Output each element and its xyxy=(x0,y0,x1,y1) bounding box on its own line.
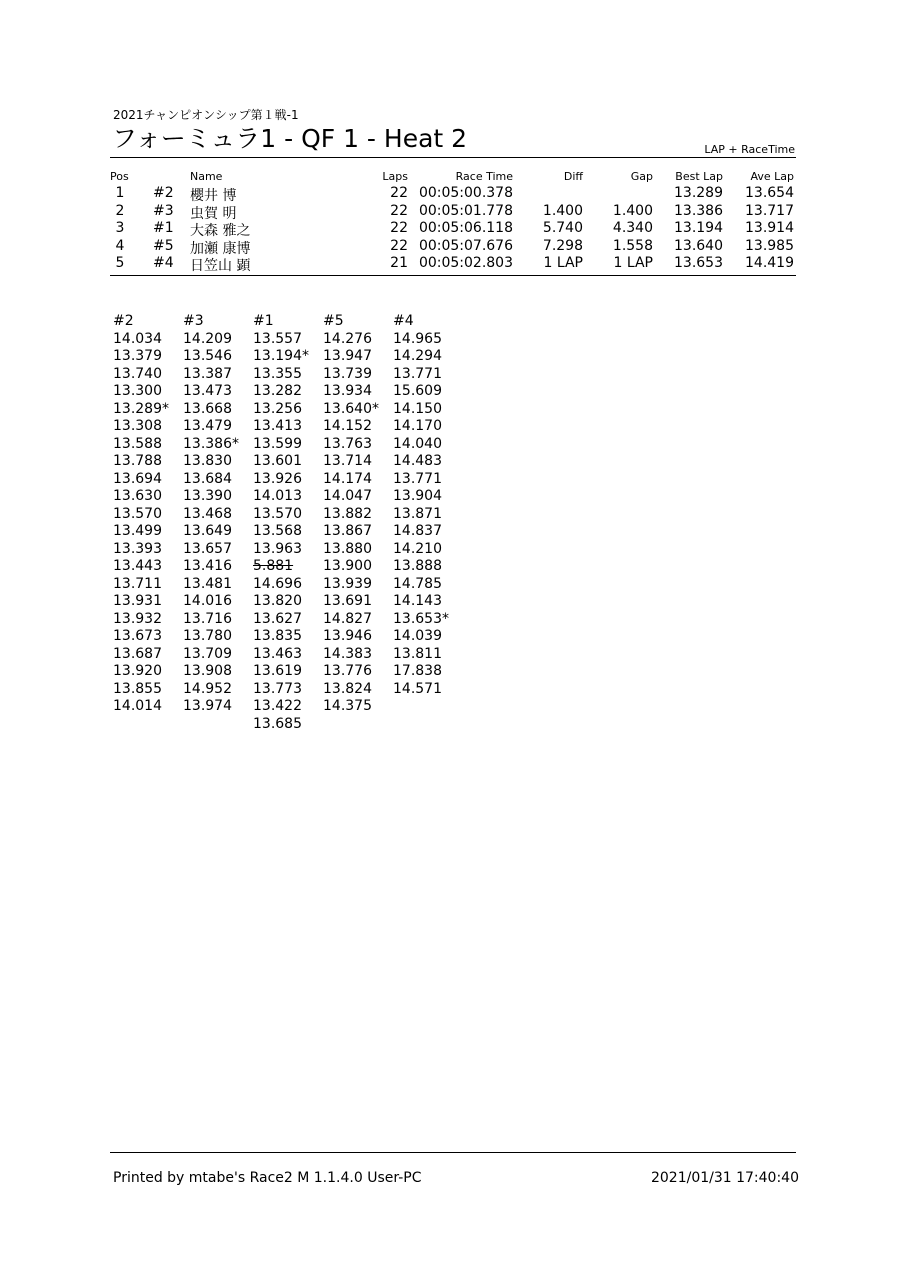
lap-time: 14.034 xyxy=(113,330,162,347)
result-pos: 2 xyxy=(115,202,125,219)
lap-time: 13.946 xyxy=(323,628,372,644)
result-race-time: 00:05:07.676 xyxy=(418,237,513,254)
lap-time: 14.039 xyxy=(393,628,442,644)
lap-time: 14.013 xyxy=(253,488,302,504)
lap-time: 13.824 xyxy=(323,680,372,697)
lap-time: 13.763 xyxy=(323,435,372,452)
result-best-lap: 13.386 xyxy=(674,202,723,219)
result-best-lap: 13.289 xyxy=(674,185,723,201)
lap-time: 15.609 xyxy=(393,383,442,399)
lap-time: 13.932 xyxy=(113,610,162,627)
lap-time: 13.463 xyxy=(253,645,302,662)
lap-time: 13.882 xyxy=(323,505,372,522)
lap-time: 13.619 xyxy=(253,663,302,679)
results-table xyxy=(0,170,905,273)
lap-time: 13.413 xyxy=(253,418,302,434)
result-gap: 1 LAP xyxy=(613,255,653,271)
lap-time: 14.696 xyxy=(253,575,302,592)
result-laps: 21 xyxy=(390,255,408,271)
lap-time: 13.300 xyxy=(113,383,162,399)
lap-time: 13.289* xyxy=(113,400,169,417)
lap-time: 13.443 xyxy=(113,558,162,574)
lap-time: 13.481 xyxy=(183,575,232,592)
lap-column xyxy=(393,313,449,698)
lap-time: 13.308 xyxy=(113,418,162,434)
result-diff: 1 LAP xyxy=(543,255,583,271)
lap-time: 13.711 xyxy=(113,575,162,592)
lap-time: 13.416 xyxy=(183,558,232,574)
lap-time: 14.952 xyxy=(183,680,232,697)
lap-time: 13.934 xyxy=(323,383,372,399)
result-car-number: #3 xyxy=(153,202,174,219)
lap-time: 13.880 xyxy=(323,540,372,557)
lap-time: 14.210 xyxy=(393,540,442,557)
printed-at: 2021/01/31 17:40:40 xyxy=(650,1170,799,1186)
result-driver-name: 虫賀 明 xyxy=(190,205,237,222)
lap-time: 13.570 xyxy=(253,505,302,522)
column-header-race-time: Race Time xyxy=(455,170,513,183)
result-diff: 1.400 xyxy=(542,202,583,219)
lap-time: 14.294 xyxy=(393,348,442,364)
result-car-number: #4 xyxy=(153,255,174,271)
column-header-laps: Laps xyxy=(382,170,408,183)
lap-time: 13.776 xyxy=(323,663,372,679)
lap-time: 13.499 xyxy=(113,523,162,539)
lap-time: 13.740 xyxy=(113,365,162,382)
result-best-lap: 13.194 xyxy=(674,220,723,236)
lap-time: 13.568 xyxy=(253,523,302,539)
lap-time: 14.174 xyxy=(323,470,372,487)
lap-time: 13.855 xyxy=(113,680,162,697)
lap-time: 13.780 xyxy=(183,628,232,644)
lap-time: 13.468 xyxy=(183,505,232,522)
lap-time: 13.599 xyxy=(253,435,302,452)
result-ave-lap: 13.985 xyxy=(745,237,794,254)
lap-column xyxy=(253,313,309,733)
result-race-time: 00:05:01.778 xyxy=(418,202,513,219)
column-header-diff: Diff xyxy=(563,170,583,183)
result-row xyxy=(0,220,905,238)
lap-time: 14.483 xyxy=(393,453,442,469)
lap-column xyxy=(183,313,239,716)
result-laps: 22 xyxy=(390,237,408,254)
lap-time: 13.947 xyxy=(323,348,372,364)
lap-time: 13.716 xyxy=(183,610,232,627)
result-gap: 1.400 xyxy=(612,202,653,219)
result-row xyxy=(0,238,905,256)
lap-time: 13.601 xyxy=(253,453,302,469)
lap-time: 13.393 xyxy=(113,540,162,557)
lap-time: 13.390 xyxy=(183,488,232,504)
lap-time: 14.143 xyxy=(393,593,442,609)
results-divider xyxy=(110,275,796,276)
lap-time: 13.546 xyxy=(183,348,232,364)
lap-time: 13.627 xyxy=(253,610,302,627)
lap-column-car-number: #2 xyxy=(113,313,134,329)
lap-time: 13.668 xyxy=(183,400,232,417)
lap-time: 14.170 xyxy=(393,418,442,434)
lap-time: 13.673 xyxy=(113,628,162,644)
lap-time: 13.926 xyxy=(253,470,302,487)
lap-time: 13.788 xyxy=(113,453,162,469)
lap-time: 14.152 xyxy=(323,418,372,434)
lap-time: 13.871 xyxy=(393,505,442,522)
lap-time: 14.276 xyxy=(323,330,372,347)
lap-time: 13.908 xyxy=(183,663,232,679)
lap-time: 14.016 xyxy=(183,593,232,609)
result-laps: 22 xyxy=(390,220,408,236)
lap-time: 13.194* xyxy=(253,348,309,364)
lap-time: 14.827 xyxy=(323,610,372,627)
result-driver-name: 加瀬 康博 xyxy=(190,240,251,257)
result-race-time: 00:05:00.378 xyxy=(418,185,513,201)
result-laps: 22 xyxy=(390,202,408,219)
lap-time: 5.881 xyxy=(253,558,294,574)
result-car-number: #1 xyxy=(153,220,174,236)
result-pos: 4 xyxy=(115,237,125,254)
header-divider xyxy=(110,157,796,158)
result-driver-name: 日笠山 顕 xyxy=(190,258,251,274)
lap-time: 13.900 xyxy=(323,558,372,574)
result-row xyxy=(0,203,905,221)
footer-divider xyxy=(110,1152,796,1153)
lap-time: 14.785 xyxy=(393,575,442,592)
lap-time: 13.739 xyxy=(323,365,372,382)
lap-time: 13.640* xyxy=(323,400,379,417)
result-car-number: #2 xyxy=(153,185,174,201)
lap-time: 13.282 xyxy=(253,383,302,399)
lap-time: 14.040 xyxy=(393,435,442,452)
result-gap: 4.340 xyxy=(612,220,653,236)
column-header-pos: Pos xyxy=(110,170,129,183)
lap-time: 13.835 xyxy=(253,628,302,644)
result-best-lap: 13.653 xyxy=(674,255,723,271)
lap-time: 13.820 xyxy=(253,593,302,609)
result-driver-name: 大森 雅之 xyxy=(190,223,251,239)
lap-time: 13.771 xyxy=(393,470,442,487)
lap-time: 13.473 xyxy=(183,383,232,399)
lap-time: 13.773 xyxy=(253,680,302,697)
result-diff: 5.740 xyxy=(542,220,583,236)
lap-time: 13.422 xyxy=(253,698,302,714)
lap-time: 13.974 xyxy=(183,698,232,714)
result-pos: 3 xyxy=(115,220,125,236)
lap-time: 14.375 xyxy=(323,698,372,714)
lap-time: 13.771 xyxy=(393,365,442,382)
lap-time: 14.383 xyxy=(323,645,372,662)
result-pos: 5 xyxy=(115,255,125,271)
report-title: フォーミュラ1 - QF 1 - Heat 2 xyxy=(112,124,468,153)
result-row xyxy=(0,185,905,203)
lap-time: 13.685 xyxy=(253,715,302,732)
lap-time: 13.904 xyxy=(393,488,442,504)
lap-time: 14.209 xyxy=(183,330,232,347)
lap-time: 13.588 xyxy=(113,435,162,452)
result-race-time: 00:05:02.803 xyxy=(418,255,513,271)
column-header-ave-lap: Ave Lap xyxy=(750,170,794,183)
lap-time: 13.691 xyxy=(323,593,372,609)
lap-time: 13.684 xyxy=(183,470,232,487)
lap-time: 13.687 xyxy=(113,645,162,662)
column-header-name: Name xyxy=(190,170,223,183)
results-header-row xyxy=(0,170,905,185)
lap-time: 13.386* xyxy=(183,435,239,452)
result-ave-lap: 13.717 xyxy=(745,202,794,219)
lap-column-car-number: #5 xyxy=(323,313,344,329)
column-header-best-lap: Best Lap xyxy=(675,170,723,183)
lap-time: 13.570 xyxy=(113,505,162,522)
lap-time: 13.920 xyxy=(113,663,162,679)
lap-column xyxy=(323,313,379,716)
lap-time: 17.838 xyxy=(393,663,442,679)
lap-time: 13.830 xyxy=(183,453,232,469)
result-diff: 7.298 xyxy=(542,237,583,254)
lap-time: 13.256 xyxy=(253,400,302,417)
result-race-time: 00:05:06.118 xyxy=(418,220,513,236)
result-best-lap: 13.640 xyxy=(674,237,723,254)
result-ave-lap: 13.654 xyxy=(745,185,794,201)
column-header-gap: Gap xyxy=(630,170,653,183)
lap-column xyxy=(113,313,169,716)
lap-time: 14.571 xyxy=(393,680,442,697)
report-subtitle: 2021チャンピオンシップ第１戦-1 xyxy=(113,108,299,122)
lap-time: 13.867 xyxy=(323,523,372,539)
lap-time: 13.888 xyxy=(393,558,442,574)
lap-time: 14.837 xyxy=(393,523,442,539)
lap-time: 14.014 xyxy=(113,698,162,714)
lap-column-car-number: #1 xyxy=(253,313,274,329)
result-car-number: #5 xyxy=(153,237,174,254)
lap-time: 13.355 xyxy=(253,365,302,382)
result-pos: 1 xyxy=(115,185,125,201)
lap-time: 13.630 xyxy=(113,488,162,504)
lap-time: 13.387 xyxy=(183,365,232,382)
lap-time: 13.694 xyxy=(113,470,162,487)
lap-time: 14.150 xyxy=(393,400,442,417)
lap-time: 13.931 xyxy=(113,593,162,609)
lap-column-car-number: #4 xyxy=(393,313,414,329)
lap-column-car-number: #3 xyxy=(183,313,204,329)
lap-time: 13.649 xyxy=(183,523,232,539)
result-ave-lap: 14.419 xyxy=(745,255,794,271)
result-gap: 1.558 xyxy=(612,237,653,254)
lap-time: 13.557 xyxy=(253,330,302,347)
lap-time: 13.653* xyxy=(393,610,449,627)
printed-by: Printed by mtabe's Race2 M 1.1.4.0 User-PC xyxy=(113,1170,422,1186)
lap-time: 13.939 xyxy=(323,575,372,592)
result-driver-name: 櫻井 博 xyxy=(190,188,237,204)
lap-time: 13.479 xyxy=(183,418,232,434)
result-row xyxy=(0,255,905,273)
lap-time: 14.965 xyxy=(393,330,442,347)
lap-time: 14.047 xyxy=(323,488,372,504)
lap-time: 13.963 xyxy=(253,540,302,557)
result-ave-lap: 13.914 xyxy=(745,220,794,236)
result-laps: 22 xyxy=(390,185,408,201)
report-type-label: LAP + RaceTime xyxy=(704,143,795,156)
lap-time: 13.714 xyxy=(323,453,372,469)
lap-time: 13.657 xyxy=(183,540,232,557)
lap-time: 13.709 xyxy=(183,645,232,662)
lap-time: 13.379 xyxy=(113,348,162,364)
lap-time: 13.811 xyxy=(393,645,442,662)
